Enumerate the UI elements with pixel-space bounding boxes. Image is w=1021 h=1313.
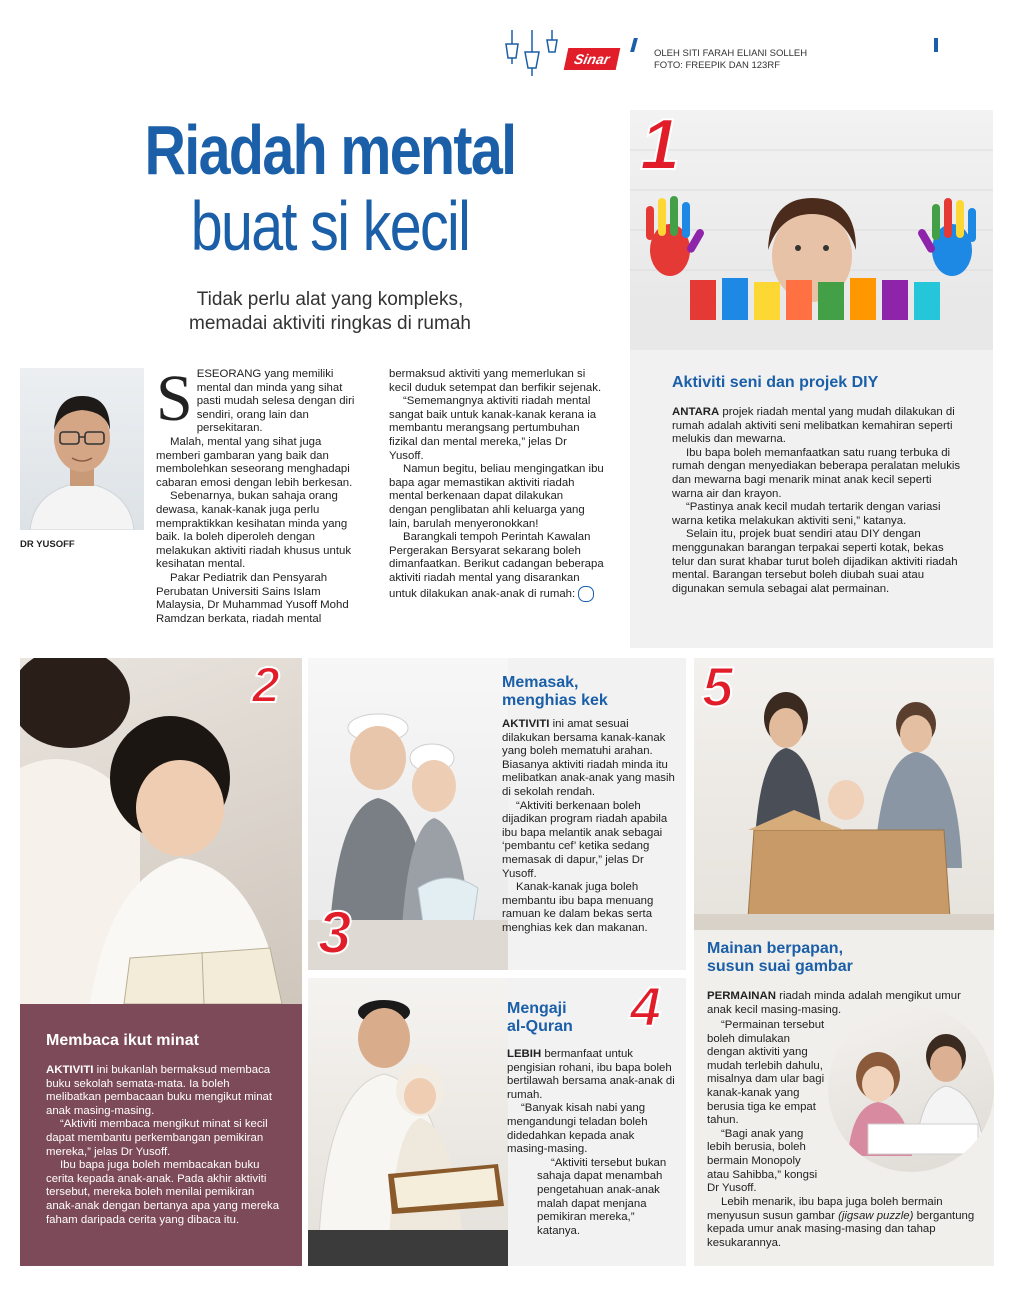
section-2-paragraph-1-text: ini bukanlah bermaksud membaca buku sekolah semata-mata. Ia boleh melibatkan pembacaan buku mengikut minat anak masing-masing. bbox=[46, 1064, 273, 1117]
section-3-paragraph-2: “Aktiviti berkenaan boleh dijadikan program riadah apabila ibu bapa melantik anak sebagai ‘pembantu cef’ ketika sedang memasak di dapur,” jelas Dr Yusoff. bbox=[502, 799, 668, 880]
section-5-lead: PERMAINAN bbox=[707, 990, 776, 1002]
section-1-lead: ANTARA bbox=[672, 406, 720, 418]
section-4-lead: LEBIH bbox=[507, 1048, 542, 1060]
author-photo bbox=[20, 368, 144, 530]
person-portrait-icon bbox=[20, 368, 144, 530]
section-2-heading: Membaca ikut minat bbox=[46, 1032, 199, 1049]
section-1-body bbox=[672, 406, 962, 596]
intro-paragraph-7: Namun begitu, beliau mengingatkan ibu bapa agar memastikan aktiviti riadah mental berkenaan dapat dilakukan dengan penglibatan ahli keluarga yang lain, barulah menyeronokkan! bbox=[389, 463, 604, 530]
section-5-photo bbox=[694, 658, 994, 930]
section-4-panel bbox=[308, 975, 686, 1266]
photo-credit: FOTO: FREEPIK DAN 123RF bbox=[654, 60, 780, 71]
section-3-paragraph-1 bbox=[502, 718, 678, 800]
section-4-body bbox=[507, 1048, 677, 1238]
section-5-inset-photo bbox=[828, 1006, 994, 1172]
intro-paragraph-4: Pakar Pediatrik dan Pensyarah Perubatan Universiti Sains Islam Malaysia, Dr Muhammad Yusoff Mohd Ramdzan berkata, riadah mental bbox=[156, 571, 349, 625]
section-5-body-mid bbox=[707, 1019, 825, 1196]
section-3-lead: AKTIVITI bbox=[502, 718, 550, 730]
section-5-body-bottom bbox=[707, 1196, 979, 1250]
title-line-1: Riadah mental bbox=[144, 111, 516, 189]
section-3-heading-line-1: Memasak, bbox=[502, 674, 579, 691]
intro-paragraph-3: Sebenarnya, bukan sahaja orang dewasa, kanak-kanak juga perlu mempraktikkan kesihatan minda yang baik. Ia boleh diperoleh dengan melakukan aktiviti riadah khusus untuk kesihatan mental. bbox=[156, 490, 352, 571]
section-1-paragraph-3: “Pastinya anak kecil mudah tertarik dengan variasi warna ketika melakukan aktiviti seni,” katanya. bbox=[672, 501, 941, 527]
section-5-paragraph-4-text-a: Lebih menarik, ibu bapa juga boleh bermain menyusun susun gambar bbox=[707, 1196, 943, 1222]
section-3-body bbox=[502, 718, 678, 936]
section-2-paragraph-2: “Aktiviti membaca mengikut minat si kecil dapat membantu perkembangan pemikiran mereka,” jelas Dr Yusoff. bbox=[46, 1118, 268, 1158]
section-3-heading-line-2: menghias kek bbox=[502, 692, 608, 709]
section-4-paragraph-1-text: bermanfaat untuk pengisian rohani, ibu bapa boleh bertilawah bersama anak-anak di rumah. bbox=[507, 1048, 675, 1101]
intro-paragraph-1: ESEORANG yang memiliki mental dan minda yang sihat pasti mudah selesa dengan diri sendiri, orang lain dan persekitaran. bbox=[196, 368, 355, 435]
accent-bar bbox=[630, 38, 638, 52]
section-1-heading: Aktiviti seni dan projek DIY bbox=[672, 374, 879, 391]
section-2-panel bbox=[20, 1004, 302, 1266]
section-2-body bbox=[46, 1064, 284, 1227]
section-5-paragraph-3: “Bagi anak yang lebih berusia, boleh bermain Monopoly atau Sahibba,” kongsi Dr Yusoff. bbox=[707, 1127, 818, 1195]
page-title bbox=[40, 112, 620, 264]
section-2-number: 2 bbox=[252, 657, 280, 713]
intro-paragraph-8 bbox=[389, 531, 604, 601]
painted-hands-child-icon bbox=[630, 110, 993, 350]
section-5-body-top bbox=[707, 990, 979, 1017]
quran-reading-icon bbox=[308, 978, 508, 1266]
title-line-2: buat si kecil bbox=[190, 187, 470, 265]
board-game-icon bbox=[828, 1006, 994, 1172]
subtitle-line-2: memadai aktiviti ringkas di rumah bbox=[189, 313, 471, 334]
section-2-lead: AKTIVITI bbox=[46, 1064, 94, 1076]
section-4-heading-line-2: al-Quran bbox=[507, 1018, 573, 1035]
section-3-heading bbox=[502, 674, 608, 710]
section-5-panel bbox=[694, 655, 994, 1266]
section-5-heading bbox=[707, 940, 853, 976]
intro-column-1 bbox=[156, 362, 366, 626]
section-4-heading bbox=[507, 1000, 573, 1036]
section-2-paragraph-3: Ibu bapa juga boleh membacakan buku cerita kepada anak-anak. Pada akhir aktiviti tersebut, mereka boleh menilai pemikiran anak-anak dengan bertanya apa yang mereka faham daripada cerita yang dibaca itu. bbox=[46, 1159, 280, 1226]
section-4-paragraph-2: “Banyak kisah nabi yang mengandungi teladan boleh didedahkan kepada anak masing-masing. bbox=[507, 1102, 648, 1156]
lantern-decoration-icon bbox=[500, 30, 570, 80]
section-1-paragraph-1-text: projek riadah mental yang mudah dilakukan di rumah adalah aktiviti seni melibatkan kemahiran seperti melukis dan mewarna. bbox=[672, 406, 955, 446]
section-5-number: 5 bbox=[702, 655, 734, 718]
section-1-paragraph-2: Ibu bapa boleh memanfaatkan satu ruang terbuka di rumah dengan menyediakan beberapa peralatan melukis dan mewarna bagi menarik minat anak kecil seperti warna air dan krayon. bbox=[672, 446, 961, 500]
author-caption: DR YUSOFF bbox=[20, 539, 75, 550]
section-4-number: 4 bbox=[630, 975, 662, 1038]
byline: OLEH SITI FARAH ELIANI SOLLEH bbox=[654, 48, 808, 59]
section-3-number: 3 bbox=[318, 899, 352, 966]
drop-cap: S bbox=[156, 362, 193, 435]
subtitle-line-1: Tidak perlu alat yang kompleks, bbox=[196, 289, 464, 310]
section-4-photo bbox=[308, 978, 508, 1266]
intro-paragraph-6: “Sememangnya aktiviti riadah mental sangat baik untuk kanak-kanak kerana ia membantu merangsang pertumbuhan fizikal dan mental mereka,” jelas Dr Yusoff. bbox=[389, 395, 597, 462]
section-5-heading-line-1: Mainan berpapan, bbox=[707, 940, 844, 957]
section-4-heading-line-1: Mengaji bbox=[507, 1000, 567, 1017]
section-3-paragraph-3: Kanak-kanak juga boleh membantu ibu bapa menuang ramuan ke dalam bekas serta menghias kek dan makanan. bbox=[502, 881, 654, 934]
section-5-paragraph-4-italic: (jigsaw puzzle) bbox=[838, 1209, 914, 1222]
intro-paragraph-8-text: Barangkali tempoh Perintah Kawalan Pergerakan Bersyarat sekarang boleh dimanfaatkan. Berikut cadangan beberapa aktiviti riadah mental yang disarankan untuk dilakukan anak-anak di rumah: bbox=[389, 531, 604, 600]
section-1-paragraph-1 bbox=[672, 406, 962, 447]
section-4-paragraph-3: “Aktiviti tersebut bukan sahaja dapat menambah pengetahuan anak-anak malah dapat menjana pemikiran mereka,” katanya. bbox=[537, 1156, 667, 1237]
section-1-photo bbox=[630, 110, 993, 350]
section-3-paragraph-1-text: ini amat sesuai dilakukan bersama kanak-kanak yang boleh mematuhi arahan. Biasanya aktiviti riadah minda itu melibatkan anak-anak yang masih di sekolah rendah. bbox=[502, 718, 675, 798]
section-2-paragraph-1 bbox=[46, 1064, 284, 1118]
section-5-heading-line-2: susun suai gambar bbox=[707, 958, 853, 975]
sinar-end-mark-icon bbox=[578, 586, 594, 602]
section-5-paragraph-2: “Permainan tersebut boleh dimulakan dengan aktiviti yang mudah terlebih dahulu, misalnya dam ular bagi kanak-kanak yang berusia tiga ke empat tahun. bbox=[707, 1019, 825, 1127]
subtitle bbox=[140, 288, 520, 336]
sinar-logo: Sinar bbox=[564, 48, 621, 70]
section-3-panel bbox=[308, 658, 686, 970]
section-5-paragraph-1 bbox=[707, 990, 979, 1017]
intro-paragraph-5: bermaksud aktiviti yang memerlukan si kecil duduk setempat dan berfikir sejenak. bbox=[389, 368, 602, 394]
section-1-paragraph-4: Selain itu, projek buat sendiri atau DIY dengan menggunakan barangan terpakai seperti kotak, bekas telur dan surat khabar turut boleh dijadikan aktiviti riadah mental. Barangan tersebut boleh diubah suai atau digunakan semula sebagai alat permainan. bbox=[672, 528, 958, 595]
section-1-number: 1 bbox=[640, 105, 681, 185]
section-5-paragraph-4 bbox=[707, 1196, 979, 1250]
header bbox=[500, 30, 980, 80]
intro-column-2 bbox=[389, 368, 604, 602]
family-boxes-icon bbox=[694, 658, 994, 930]
accent-bar-right bbox=[934, 38, 938, 52]
intro-paragraph-2: Malah, mental yang sihat juga memberi gambaran yang baik dan membolehkan seseorang menghadapi cabaran emosi dengan lebih berkesan. bbox=[156, 435, 353, 489]
section-1-panel bbox=[630, 105, 993, 648]
section-4-paragraph-1 bbox=[507, 1048, 677, 1102]
section-5-paragraph-1-text: riadah minda adalah mengikut umur anak kecil masing-masing. bbox=[707, 990, 961, 1016]
section-5-paragraph-4-text-b: bergantung kepada umur anak masing-masing dan tahap kesukarannya. bbox=[707, 1209, 975, 1249]
